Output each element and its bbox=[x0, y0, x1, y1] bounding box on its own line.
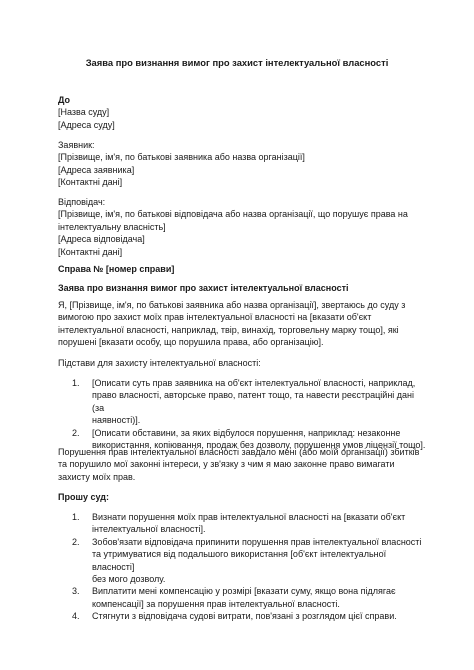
request-item-number: 2. bbox=[72, 536, 80, 547]
respondent-block bbox=[58, 196, 428, 258]
intro-line: інтелектуальної власності, наприклад, твір, винахід, торговельну марку тощо], які bbox=[58, 324, 399, 335]
damage-line: та порушило мої законні інтереси, у зв'язку з чим я маю законне право вимагати bbox=[58, 459, 395, 470]
respondent-address: [Адреса відповідача] bbox=[58, 234, 145, 245]
respondent-name-line-2: інтелектуальну власність] bbox=[58, 221, 166, 232]
request-item-line: без мого дозволу. bbox=[92, 574, 166, 585]
court-address: [Адреса суду] bbox=[58, 119, 115, 130]
grounds-item-line: право власності, авторське право, патент тощо, та навести реєстраційні дані (за bbox=[92, 390, 415, 413]
grounds-item-number: 2. bbox=[72, 427, 80, 438]
damage-line: захисту моїх прав. bbox=[58, 471, 136, 482]
request-item-number: 4. bbox=[72, 611, 80, 622]
applicant-address: [Адреса заявника] bbox=[58, 164, 135, 175]
request-item-line: інтелектуальної власності]. bbox=[92, 524, 206, 535]
request-item bbox=[58, 536, 428, 586]
grounds-item-line: [Описати обставини, за яких відбулося порушення, наприклад: незаконне bbox=[92, 427, 401, 438]
applicant-block bbox=[58, 139, 428, 189]
damage-line: Порушення прав інтелектуальної власності завдало мені (або моїй організації) збитків bbox=[58, 447, 420, 457]
request-item bbox=[58, 511, 428, 536]
case-number: Справа № [номер справи] bbox=[58, 264, 175, 274]
request-item-number: 1. bbox=[72, 512, 80, 522]
request-item-line: та утримуватися від подальшого використання [об'єкт інтелектуальної власності] bbox=[92, 549, 387, 572]
court-name: [Назва суду] bbox=[58, 107, 110, 118]
intro-line: вимогою про захист моїх прав інтелектуальної власності на [вказати об'єкт bbox=[58, 312, 372, 323]
applicant-label: Заявник: bbox=[58, 140, 95, 150]
request-item-line: Виплатити мені компенсацію у розмірі [вказати суму, якщо вона підлягає bbox=[92, 586, 396, 597]
request-item bbox=[58, 610, 428, 622]
respondent-contacts: [Контактні дані] bbox=[58, 246, 123, 257]
grounds-list bbox=[58, 377, 428, 451]
request-item-line: компенсації] за порушення прав інтелектуальної власності. bbox=[92, 598, 340, 609]
grounds-item-line: наявності)]. bbox=[92, 415, 141, 426]
request-item bbox=[58, 585, 428, 610]
court-label: До bbox=[58, 95, 71, 105]
subject-heading: Заява про визнання вимог про захист інтелектуальної власності bbox=[58, 283, 349, 293]
court-block bbox=[58, 94, 428, 131]
requests-list bbox=[58, 511, 428, 623]
respondent-label: Відповідач: bbox=[58, 197, 106, 207]
grounds-item-line: [Описати суть прав заявника на об'єкт інтелектуальної власності, наприклад, bbox=[92, 378, 416, 388]
applicant-name: [Прізвище, ім'я, по батькові заявника або назва організації] bbox=[58, 152, 305, 163]
applicant-contacts: [Контактні дані] bbox=[58, 177, 123, 188]
respondent-name-line-1: [Прізвище, ім'я, по батькові відповідача або назва організації, що порушує права на bbox=[58, 209, 408, 220]
grounds-heading: Підстави для захисту інтелектуальної власності: bbox=[58, 358, 261, 368]
grounds-item-line: використання, копіювання, продаж без дозволу, порушення умов ліцензії тощо]. bbox=[92, 440, 426, 451]
document-title: Заява про визнання вимог про захист інтелектуальної власності bbox=[85, 57, 389, 68]
request-item-line: Визнати порушення моїх прав інтелектуальної власності на [вказати об'єкт bbox=[92, 512, 406, 522]
grounds-item bbox=[58, 377, 428, 427]
intro-line: порушені [вказати особу, що порушила права, або організацію]. bbox=[58, 337, 324, 348]
intro-line: Я, [Прізвище, ім'я, по батькові заявника або назва організації], звертаюсь до суду з bbox=[58, 300, 406, 310]
damage-paragraph bbox=[58, 446, 428, 483]
intro-paragraph bbox=[58, 299, 428, 349]
grounds-item-number: 1. bbox=[72, 378, 80, 388]
request-item-line: Зобов'язати відповідача припинити порушення прав інтелектуальної власності bbox=[92, 536, 422, 547]
request-heading: Прошу суд: bbox=[58, 492, 109, 502]
request-item-number: 3. bbox=[72, 586, 80, 597]
request-item-line: Стягнути з відповідача судові витрати, пов'язані з розглядом цієї справи. bbox=[92, 611, 397, 622]
